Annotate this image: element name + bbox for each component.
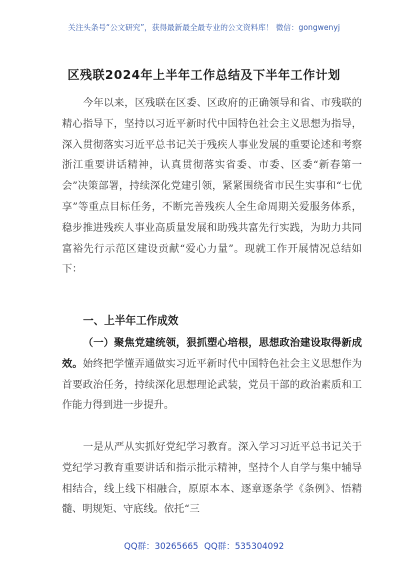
subsection-body: 始终把学懂弄通做实习近平新时代中国特色社会主义思想作为首要政治任务，持续深化思想理论武装，党员干部的政治素质和工作能力得到进一步提升。	[62, 358, 362, 412]
party-discipline-paragraph: 一是从严从实抓好党纪学习教育。深入学习习近平总书记关于党纪学习教育重要讲话和指示批示精神，坚持个人自学与集中辅导相结合，线上线下相融合，原原本本、逐章逐条学《条例》、悟精髓、明规矩、守底线。依托“三	[62, 442, 362, 516]
document-title: 区残联2024年上半年工作总结及下半年工作计划	[67, 68, 341, 82]
subsection-heading: （一）聚焦党建统领，狠抓塑心培根，思想政治建设取得新成效。	[62, 338, 362, 370]
footer-qq-groups: QQ群：30265665 QQ群：535304092	[123, 542, 285, 552]
section-heading-first-half-results: 一、上半年工作成效	[83, 315, 179, 327]
intro-paragraph: 今年以来，区残联在区委、区政府的正确领导和省、市残联的精心指导下，坚持以习近平新时代中国特色社会主义思想为指导，深入贯彻落实习近平总书记关于残疾人事业发展的重要论述和考察浙江重要讲话精神，认真贯彻落实省委、市委、区委“新春第一会”决策部署，持续深化党建引领，紧紧围绕省市民生实事和“七优享”等重点目标任务，不断完善残疾人全生命周期关爱服务体系，稳步推进残疾人事业高质量发展和助残共富先行实践，为助力共同富裕先行示范区建设贡献“爱心力量”。现就工作开展情况总结如下：	[62, 98, 362, 276]
subsection-paragraph	[62, 334, 362, 417]
header-promo-banner: 关注头条号“公文研究”，获得最新最全最专业的公文资料库！ 微信：gongwenyj	[68, 23, 340, 32]
